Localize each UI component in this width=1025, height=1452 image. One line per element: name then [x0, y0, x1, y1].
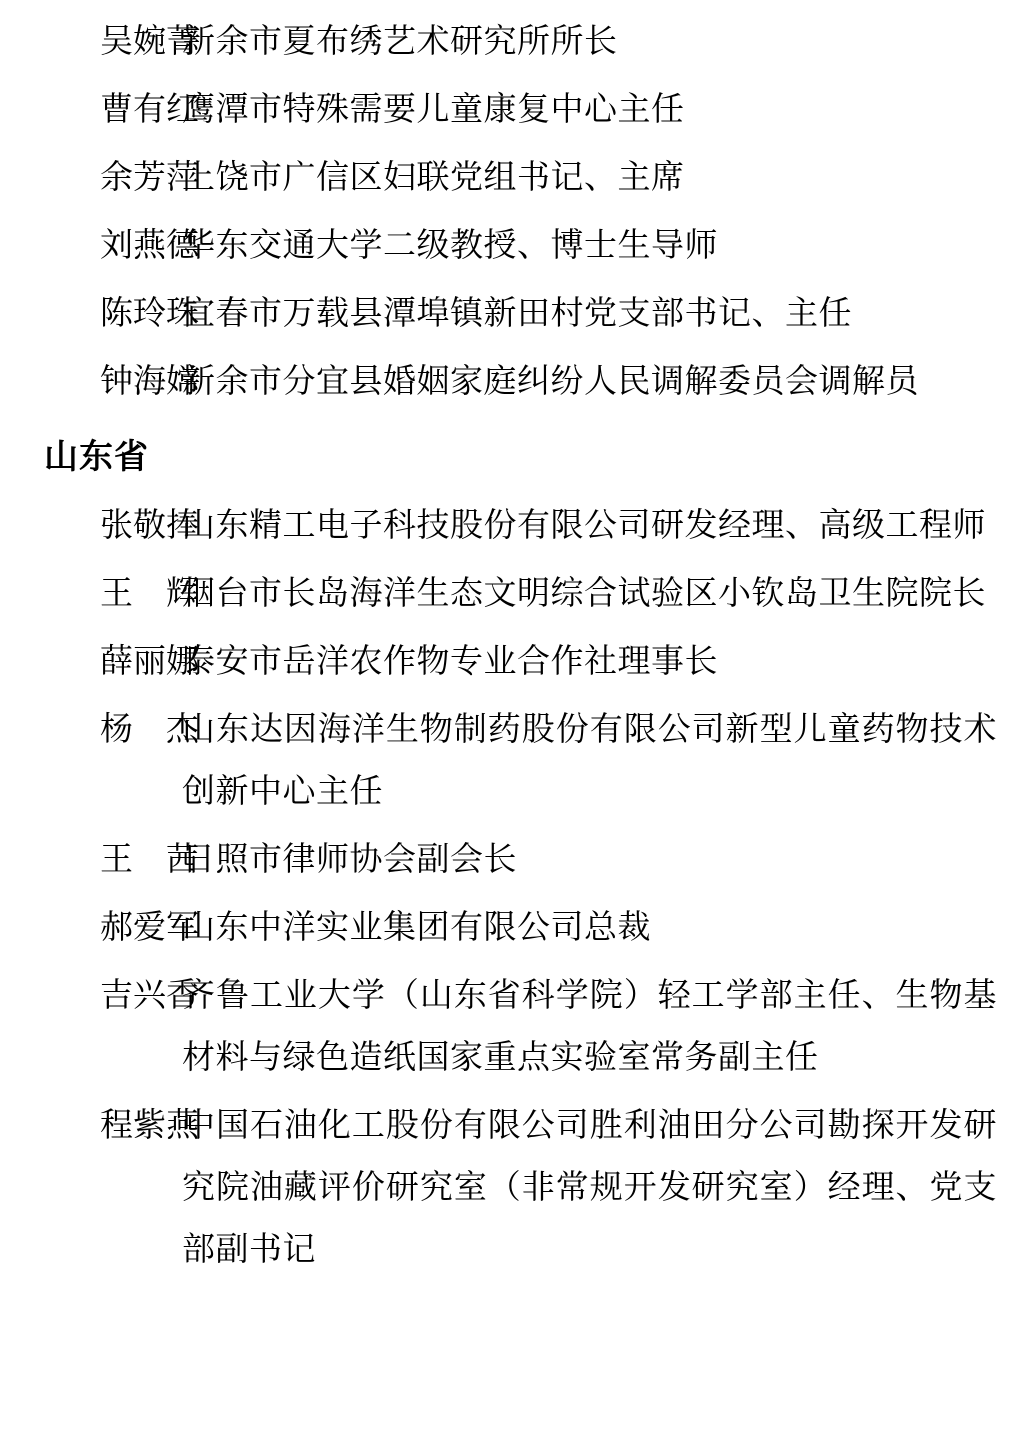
list-item: [26, 828, 997, 890]
list-item: [26, 964, 997, 1088]
person-title: 山东达因海洋生物制药股份有限公司新型儿童药物技术创新中心主任: [182, 709, 997, 810]
person-title: 鹰潭市特殊需要儿童康复中心主任: [182, 89, 685, 128]
person-name: 吴婉菁: [100, 21, 199, 60]
person-name: 张敬捧: [100, 505, 199, 544]
person-name: 刘燕德: [100, 225, 199, 264]
person-title: 烟台市长岛海洋生态文明综合试验区小钦岛卫生院院长: [182, 573, 986, 612]
person-title: 日照市律师协会副会长: [182, 839, 517, 878]
person-name: 郝爱军: [100, 907, 199, 946]
list-item: [26, 282, 997, 344]
list-item: [26, 698, 997, 822]
person-title: 新余市分宜县婚姻家庭纠纷人民调解委员会调解员: [182, 361, 919, 400]
person-name: 王 茜: [100, 839, 199, 878]
person-title: 华东交通大学二级教授、博士生导师: [182, 225, 718, 264]
list-item: [26, 146, 997, 208]
person-name: 王 辉: [100, 573, 199, 612]
person-title: 山东中洋实业集团有限公司总裁: [182, 907, 651, 946]
list-item: [26, 562, 997, 624]
list-item: [26, 350, 997, 412]
person-title: 山东精工电子科技股份有限公司研发经理、高级工程师: [182, 505, 986, 544]
list-item: [26, 630, 997, 692]
list-item: [26, 10, 997, 72]
person-name: 余芳萍: [100, 157, 199, 196]
person-name: 钟海嫦: [100, 361, 199, 400]
person-name: 吉兴香: [100, 975, 199, 1014]
person-title: 上饶市广信区妇联党组书记、主席: [182, 157, 685, 196]
person-title: 中国石油化工股份有限公司胜利油田分公司勘探开发研究院油藏评价研究室（非常规开发研究室）经理、党支部副书记: [182, 1105, 997, 1268]
section-shandong: [26, 426, 997, 1280]
list-item: [26, 78, 997, 140]
person-name: 杨 杰: [100, 709, 199, 748]
person-title: 宜春市万载县潭埠镇新田村党支部书记、主任: [182, 293, 852, 332]
person-name: 陈玲珠: [100, 293, 199, 332]
list-item: [26, 214, 997, 276]
person-name: 曹有红: [100, 89, 199, 128]
list-item: [26, 494, 997, 556]
list-item: [26, 896, 997, 958]
section-jiangxi: [26, 10, 997, 412]
person-title: 泰安市岳洋农作物专业合作社理事长: [182, 641, 718, 680]
person-name: 薛丽娜: [100, 641, 199, 680]
province-heading: 山东省: [44, 437, 149, 477]
list-item: [26, 1094, 997, 1280]
person-title: 新余市夏布绣艺术研究所所长: [182, 21, 618, 60]
person-name: 程紫燕: [100, 1105, 199, 1144]
person-title: 齐鲁工业大学（山东省科学院）轻工学部主任、生物基材料与绿色造纸国家重点实验室常务副主任: [182, 975, 997, 1076]
